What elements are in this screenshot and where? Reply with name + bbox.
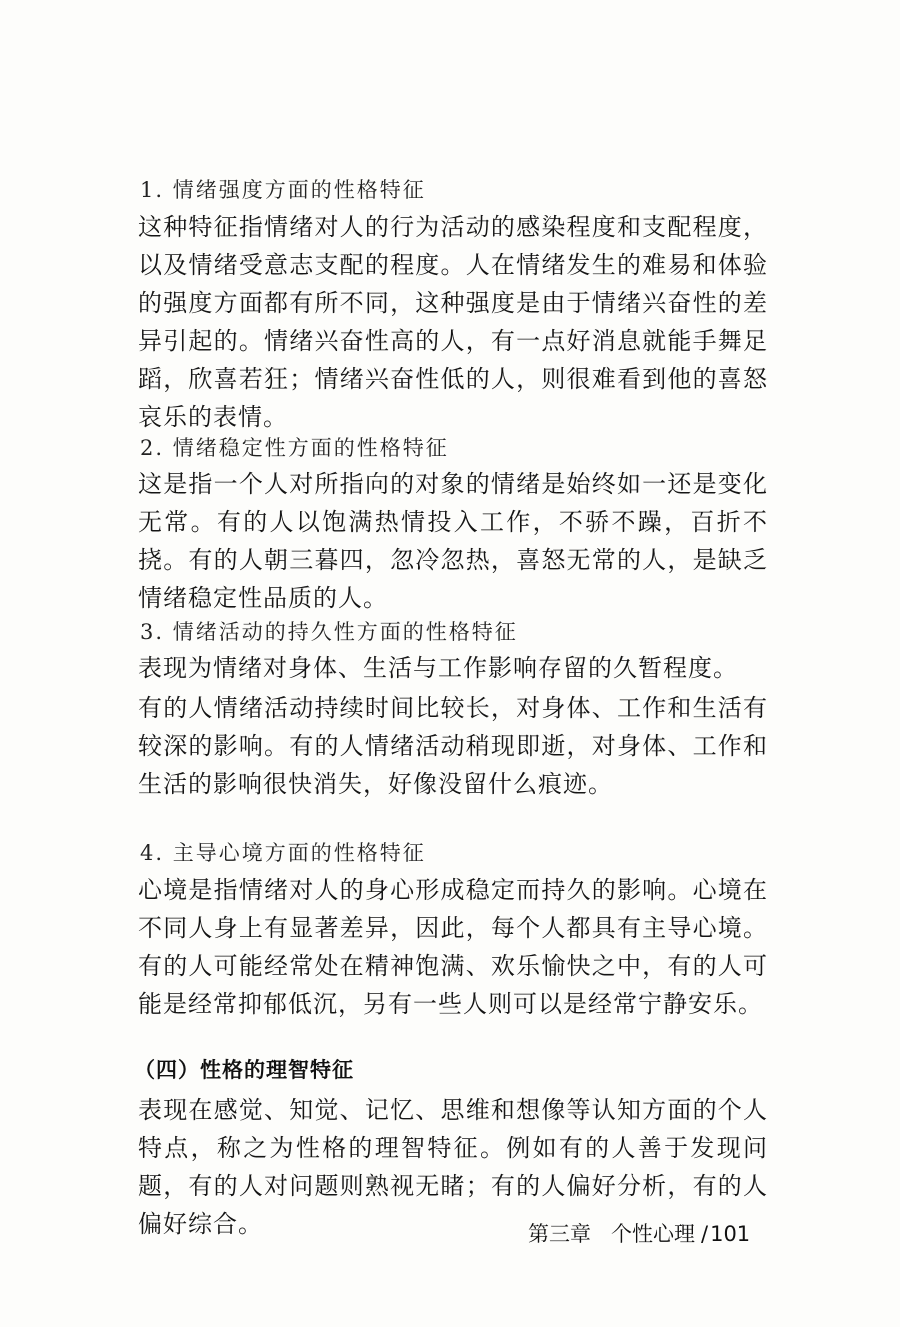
heading-emotion-intensity: 1. 情绪强度方面的性格特征 — [140, 178, 426, 202]
paragraph-emotion-persistence-2: 有的人情绪活动持续时间比较长，对身体、工作和生活有较深的影响。有的人情绪活动稍现即逝，对身体、工作和生活的影响很快消失，好像没留什么痕迹。 — [138, 694, 768, 798]
page-footer — [528, 1219, 750, 1249]
paragraph-emotion-stability: 这是指一个人对所指向的对象的情绪是始终如一还是变化无常。有的人以饱满热情投入工作，不骄不躁，百折不挠。有的人朝三暮四，忽冷忽热，喜怒无常的人，是缺乏情绪稳定性品质的人。 — [138, 470, 768, 612]
paragraph-emotion-intensity: 这种特征指情绪对人的行为活动的感染程度和支配程度，以及情绪受意志支配的程度。人在情绪发生的难易和体验的强度方面都有所不同，这种强度是由于情绪兴奋性的差异引起的。情绪兴奋性高的人，有一点好消息就能手舞足蹈，欣喜若狂；情绪兴奋性低的人，则很难看到他的喜怒哀乐的表情。 — [138, 213, 768, 431]
heading-dominant-mood: 4. 主导心境方面的性格特征 — [140, 841, 426, 865]
paragraph-emotion-persistence-1: 表现为情绪对身体、生活与工作影响存留的久暂程度。 — [138, 654, 738, 682]
footer-chapter: 第三章 — [528, 1222, 591, 1246]
footer-separator: / — [701, 1222, 709, 1246]
page-number: 101 — [710, 1222, 751, 1246]
section-title-intellectual-traits: （四）性格的理智特征 — [134, 1058, 354, 1082]
paragraph-dominant-mood: 心境是指情绪对人的身心形成稳定而持久的影响。心境在不同人身上有显著差异，因此，每个人都具有主导心境。有的人可能经常处在精神饱满、欢乐愉快之中，有的人可能是经常抑郁低沉，另有一些人则可以是经常宁静安乐。 — [138, 876, 768, 1018]
paragraph-intellectual-traits: 表现在感觉、知觉、记忆、思维和想像等认知方面的个人特点，称之为性格的理智特征。例如有的人善于发现问题，有的人对问题则熟视无睹；有的人偏好分析，有的人偏好综合。 — [138, 1096, 768, 1238]
footer-title: 个性心理 — [611, 1222, 695, 1246]
heading-emotion-persistence: 3. 情绪活动的持久性方面的性格特征 — [140, 620, 518, 644]
heading-emotion-stability: 2. 情绪稳定性方面的性格特征 — [140, 436, 449, 460]
